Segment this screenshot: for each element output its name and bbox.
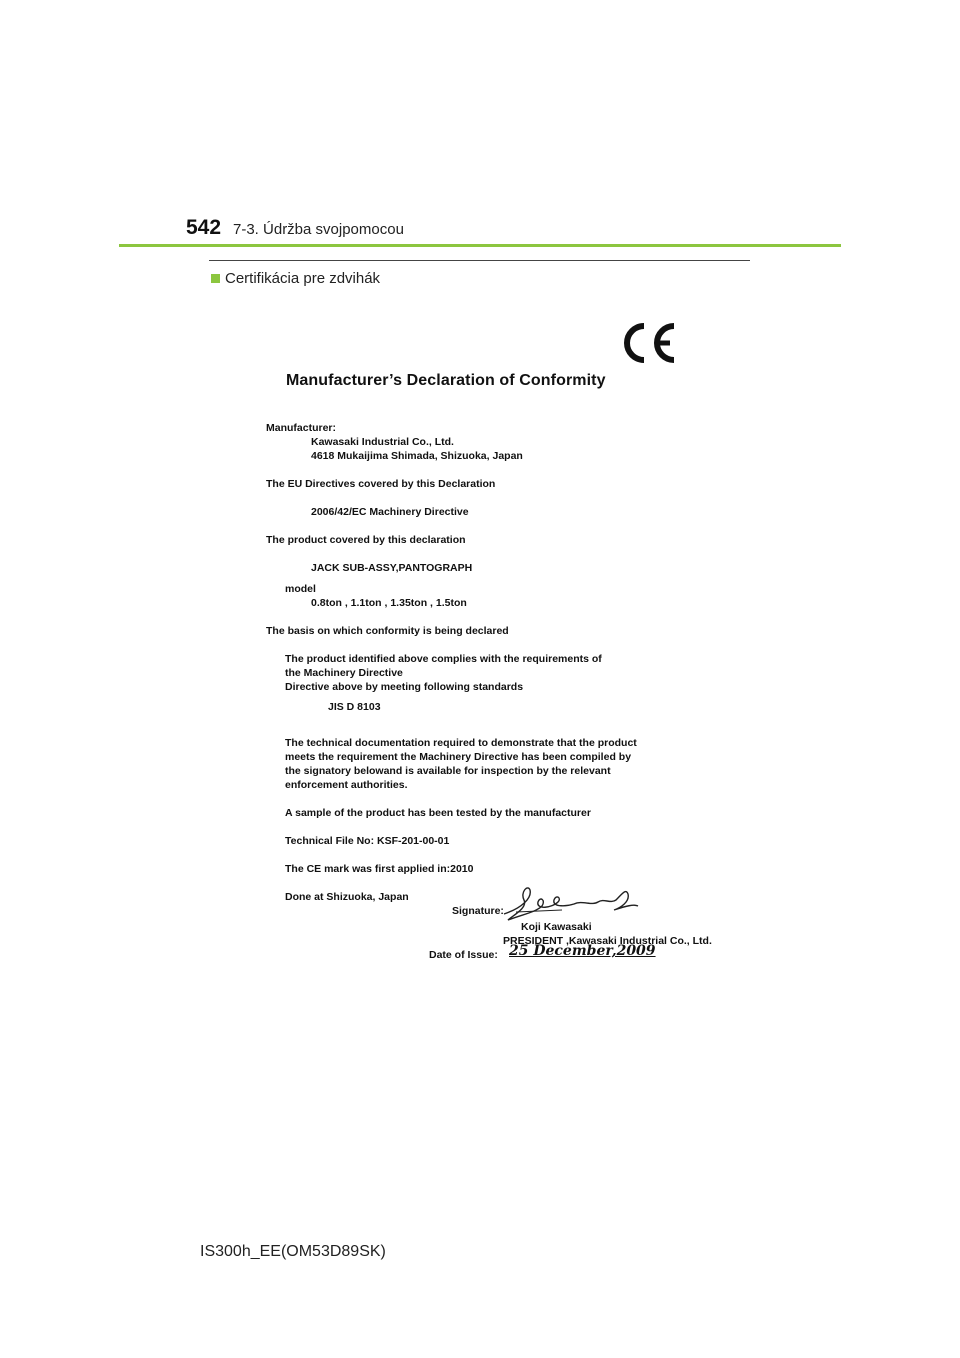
- signatory-title: PRESIDENT ,Kawasaki Industrial Co., Ltd.: [503, 935, 712, 947]
- model-values: 0.8ton , 1.1ton , 1.35ton , 1.5ton: [311, 597, 467, 609]
- subsection-heading: [211, 270, 380, 287]
- manufacturer-address: 4618 Mukaijima Shimada, Shizuoka, Japan: [311, 450, 523, 462]
- done-at: Done at Shizuoka, Japan: [285, 891, 409, 903]
- technical-file: Technical File No: KSF-201-00-01: [285, 835, 450, 847]
- header-rule: [119, 244, 841, 247]
- date-label: Date of Issue:: [429, 949, 498, 961]
- ce-mark-logo: [618, 320, 678, 366]
- model-label: model: [285, 583, 316, 595]
- page-number: 542: [186, 216, 222, 239]
- signatory-name: Koji Kawasaki: [521, 921, 592, 933]
- technical-doc-line: meets the requirement the Machinery Directive has been compiled by: [285, 751, 632, 763]
- signature-image: [502, 884, 640, 924]
- sample-tested: A sample of the product has been tested by the manufacturer: [285, 807, 591, 819]
- basis-line: Directive above by meeting following standards: [285, 681, 524, 693]
- basis-line: The product identified above complies with the requirements of: [285, 653, 602, 665]
- section-title: 7-3. Údržba svojpomocou: [233, 221, 404, 238]
- subsection-title: Certifikácia pre zdvihák: [225, 270, 381, 287]
- square-bullet-icon: [211, 274, 220, 283]
- basis-line: the Machinery Directive: [285, 667, 403, 679]
- manufacturer-name: Kawasaki Industrial Co., Ltd.: [311, 436, 454, 448]
- product-label: The product covered by this declaration: [266, 534, 466, 546]
- manufacturer-label: Manufacturer:: [266, 422, 337, 434]
- document-code: IS300h_EE(OM53D89SK): [200, 1243, 386, 1260]
- ce-first-applied: The CE mark was first applied in:2010: [285, 863, 474, 875]
- technical-doc-line: enforcement authorities.: [285, 779, 408, 791]
- directive: 2006/42/EC Machinery Directive: [311, 506, 469, 518]
- date-of-issue: 25 December,2009: [509, 943, 656, 959]
- declaration-title: Manufacturer’s Declaration of Conformity: [286, 372, 606, 389]
- technical-doc-line: The technical documentation required to demonstrate that the product: [285, 737, 637, 749]
- product-name: JACK SUB-ASSY,PANTOGRAPH: [311, 562, 473, 574]
- standard: JIS D 8103: [328, 701, 381, 713]
- technical-doc-line: the signatory belowand is available for inspection by the relevant: [285, 765, 611, 777]
- signature-label: Signature:: [452, 905, 504, 917]
- directives-label: The EU Directives covered by this Declaration: [266, 478, 496, 490]
- basis-label: The basis on which conformity is being declared: [266, 625, 509, 637]
- section-divider: [209, 260, 750, 261]
